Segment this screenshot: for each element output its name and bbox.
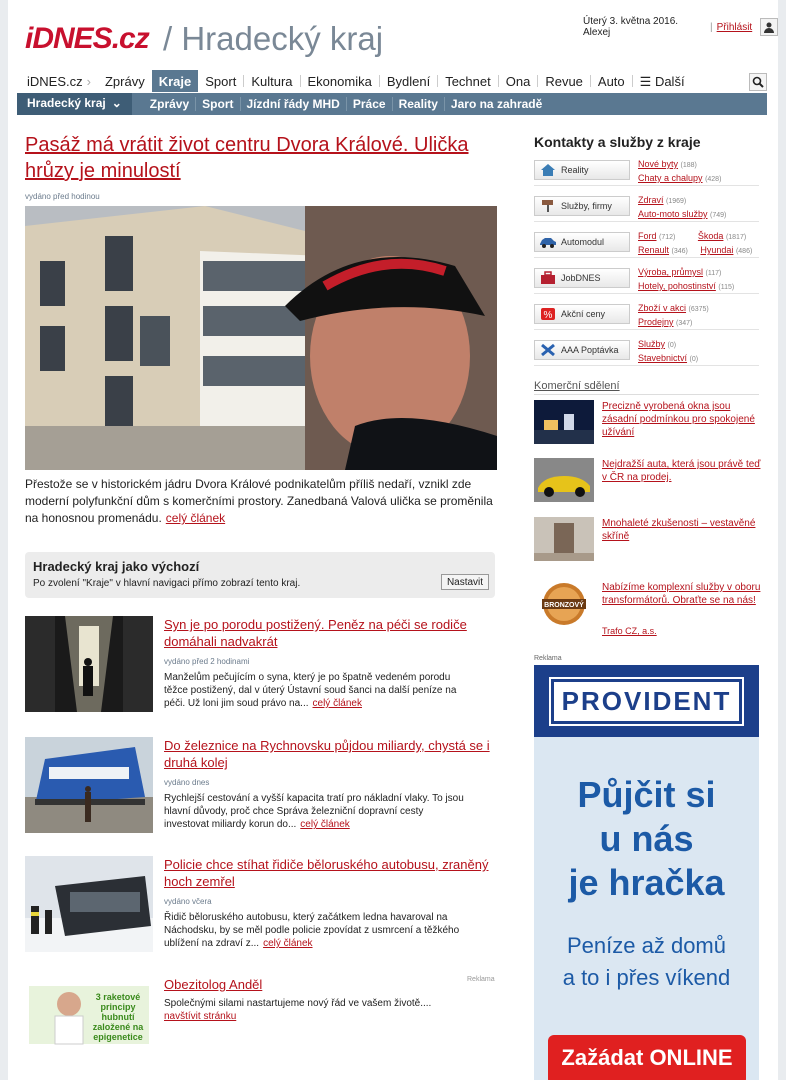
- commercial-advertiser[interactable]: Trafo CZ, a.s.: [602, 626, 657, 636]
- visit-page-link[interactable]: navštívit stránku: [164, 1011, 237, 1022]
- article-meta: vydáno včera: [164, 897, 212, 906]
- article-thumbnail[interactable]: [25, 737, 153, 833]
- search-button[interactable]: [749, 73, 767, 91]
- service-link[interactable]: Hyundai: [700, 245, 734, 255]
- service-link[interactable]: Prodejny: [638, 317, 674, 327]
- idnes-logo[interactable]: [25, 22, 149, 56]
- lead-article-perex: [25, 476, 505, 527]
- subnav-sport[interactable]: Sport: [195, 97, 239, 111]
- lead-article-title[interactable]: Pasáž má vrátit život centru Dvora Králové. Ulička hrůzy je minulostí: [25, 134, 469, 182]
- region-title: / Hradecký kraj: [163, 20, 384, 57]
- article-text: Řidič běloruského autobusu, který začátkem ledna havaroval na Náchodsku, by se měl podle policie zpovídat z usmrcení a těžkého ublížení na zdraví z...: [164, 912, 460, 949]
- service-label: Akční ceny: [561, 309, 606, 319]
- article-thumbnail[interactable]: [25, 616, 153, 712]
- service-count: (346): [671, 248, 688, 255]
- article-perex: [164, 911, 464, 950]
- service-link[interactable]: Škoda: [697, 231, 724, 241]
- service-count: (0): [667, 342, 677, 349]
- default-region-title: Hradecký kraj jako výchozí: [33, 559, 200, 574]
- commercial-link[interactable]: Nabízíme komplexní služby v oboru transformátorů. Obraťte se na nás!: [602, 582, 761, 606]
- logo-suffix: .cz: [111, 22, 149, 55]
- service-count: (188): [680, 162, 697, 169]
- read-more-link[interactable]: celý článek: [263, 938, 313, 949]
- article-thumbnail[interactable]: [25, 856, 153, 952]
- user-bar: [583, 16, 778, 38]
- service-label: Reality: [561, 165, 589, 175]
- service-links: [638, 158, 721, 186]
- service-count: (6375): [688, 306, 709, 313]
- service-link[interactable]: Stavebnictví: [638, 353, 688, 363]
- services-title: Kontakty a služby z kraje: [534, 134, 701, 150]
- nav-item-bydleni[interactable]: Bydlení: [386, 74, 431, 89]
- region-dropdown[interactable]: Hradecký kraj ⌄: [17, 93, 132, 115]
- sponsored-article: [25, 976, 505, 1056]
- service-link[interactable]: Služby: [638, 339, 666, 349]
- commercial-title[interactable]: Komerční sdělení: [534, 380, 620, 392]
- commercial-item: [534, 517, 764, 565]
- subnav-zpravy[interactable]: Zprávy: [149, 97, 190, 111]
- lead-article-text: Přestože se v historickém jádru Dvora Králové podnikatelům příliš nedaří, vznikl zde moderní polyfunkční dům s komerčními prostory. Zanedbaná Valová ulička se proměnila na honosnou promenádu.: [25, 477, 493, 525]
- top-bronze-badge[interactable]: [534, 581, 594, 627]
- article-title[interactable]: Do železnice na Rychnovsku půjdou miliardy, chystá se i druhá kolej: [164, 738, 490, 770]
- commercial-item: [534, 400, 764, 448]
- service-count: (115): [718, 284, 735, 291]
- service-label: Automodul: [561, 237, 605, 247]
- nav-item-kultura[interactable]: Kultura: [251, 74, 293, 89]
- default-region-desc: Po zvolení "Kraje" v hlavní navigaci přímo zobrazí tento kraj.: [33, 578, 301, 589]
- article-title[interactable]: Policie chce stíhat řidiče běloruského autobusu, zraněný hoch zemřel: [164, 857, 489, 889]
- service-count: (347): [676, 320, 693, 327]
- nav-item-idnes[interactable]: iDNES.cz ›: [27, 74, 91, 89]
- chevron-down-icon: ⌄: [111, 96, 122, 110]
- commercial-thumbnail[interactable]: [534, 458, 594, 502]
- service-count: (1969): [666, 198, 687, 205]
- service-button[interactable]: [534, 340, 630, 360]
- chevron-right-icon: ›: [86, 74, 91, 89]
- service-row-jobdnes: [534, 264, 759, 294]
- tools-icon: [535, 341, 561, 359]
- nav-item-revue[interactable]: Revue: [545, 74, 583, 89]
- page: [8, 0, 778, 1080]
- article-title[interactable]: Syn je po porodu postižený. Peněz na péči se rodiče domáhali nadvakrát: [164, 617, 467, 649]
- nav-item-technet[interactable]: Technet: [445, 74, 491, 89]
- service-link[interactable]: Zdraví: [638, 195, 664, 205]
- service-label: Služby, firmy: [561, 201, 612, 211]
- service-button[interactable]: [534, 268, 630, 288]
- service-links: [638, 338, 698, 366]
- service-link[interactable]: Auto-moto služby: [638, 209, 708, 219]
- ad-headline-line: je hračka: [568, 862, 725, 903]
- commercial-thumbnail[interactable]: [534, 517, 594, 561]
- commercial-item: [534, 581, 764, 641]
- service-links: [638, 302, 709, 330]
- nav-item-ona[interactable]: Ona: [505, 74, 531, 89]
- article-thumbnail[interactable]: [25, 978, 153, 1048]
- svg-text:%: %: [543, 310, 553, 321]
- service-link[interactable]: Chaty a chalupy: [638, 173, 703, 183]
- service-row-sluzby: [534, 192, 759, 222]
- region-subnav: [17, 93, 767, 115]
- nav-item-zpravy[interactable]: Zprávy: [104, 74, 145, 89]
- article-perex: [164, 671, 464, 710]
- ad-subline: Peníze až domů: [567, 933, 726, 958]
- service-link[interactable]: Zboží v akci: [638, 303, 687, 313]
- service-button[interactable]: [534, 232, 630, 252]
- default-region-box: [25, 552, 495, 598]
- car-icon: [535, 233, 561, 251]
- service-count: (428): [705, 176, 722, 183]
- read-more-link[interactable]: celý článek: [312, 698, 362, 709]
- login-link[interactable]: Přihlásit: [716, 21, 753, 33]
- apply-online-button[interactable]: Zažádat ONLINE: [548, 1035, 746, 1080]
- service-link[interactable]: Nové byty: [638, 159, 679, 169]
- read-more-link[interactable]: celý článek: [300, 819, 350, 830]
- article-item: [25, 856, 505, 956]
- commercial-item: [534, 458, 764, 506]
- svg-text:BRONZOVÝ: BRONZOVÝ: [544, 602, 584, 609]
- user-icon[interactable]: [760, 18, 778, 36]
- date-user: Úterý 3. května 2016. Alexej: [583, 16, 679, 38]
- commercial-link[interactable]: Nejdražší auta, která jsou právě teď v ČR na prodej.: [602, 459, 761, 483]
- separator: |: [710, 21, 713, 33]
- house-icon: [535, 161, 561, 179]
- subnav-prace[interactable]: Práce: [346, 97, 392, 111]
- article-item: [25, 616, 505, 716]
- service-button[interactable]: [534, 196, 630, 216]
- service-label: JobDNES: [561, 273, 601, 283]
- article-meta: vydáno dnes: [164, 778, 210, 787]
- percent-tag-icon: [535, 305, 561, 323]
- service-count: (117): [705, 270, 722, 277]
- sponsored-tag: Reklama: [467, 976, 495, 983]
- ad-header: [534, 665, 759, 737]
- article-perex: [164, 997, 484, 1023]
- nav-item-ekonomika[interactable]: Ekonomika: [307, 74, 372, 89]
- article-item: [25, 737, 505, 837]
- article-meta: vydáno před 2 hodinami: [164, 657, 250, 666]
- service-row-automodul: [534, 228, 759, 258]
- provident-ad-banner[interactable]: [534, 665, 759, 1080]
- hamburger-icon: ☰: [639, 74, 655, 89]
- nav-item-dalsi[interactable]: ☰ Další: [639, 74, 685, 89]
- service-links: [638, 266, 734, 294]
- article-text: Společnými silami nastartujeme nový řád ve vašem životě....: [164, 998, 432, 1009]
- service-link[interactable]: Renault: [638, 245, 670, 255]
- provident-logo: PROVIDENT: [551, 679, 743, 724]
- subnav-jizdni-rady[interactable]: Jízdní řády MHD: [240, 97, 346, 111]
- divider: [534, 394, 759, 395]
- search-icon: [752, 76, 764, 88]
- service-label: AAA Poptávka: [561, 345, 619, 355]
- service-count: (712): [659, 234, 676, 241]
- briefcase-icon: [535, 269, 561, 287]
- service-row-reality: [534, 156, 759, 186]
- article-perex: [164, 792, 464, 831]
- service-count: (1817): [725, 234, 747, 241]
- article-text: Manželům pečujícím o syna, který je po špatně vedeném porodu těžce postižený, dal v úterý Ústavní soud šanci na další peníze na péči. Už loni jim soud právo na...: [164, 672, 457, 709]
- service-row-poptavka: [534, 336, 759, 366]
- ad-label: Reklama: [534, 655, 562, 662]
- service-count: (486): [735, 248, 753, 255]
- service-count: (749): [710, 212, 727, 219]
- service-row-akcni-ceny: [534, 300, 759, 330]
- logo-text: iDNES: [25, 22, 112, 55]
- article-text: Rychlejší cestování a vyšší kapacita tratí pro nákladní vlaky. To jsou hlavní důvody, proč chce Správa železniční dopravní cesty investovat miliardy korun do...: [164, 793, 464, 830]
- service-button[interactable]: [534, 304, 630, 324]
- paint-roller-icon: [535, 197, 561, 215]
- service-button[interactable]: [534, 160, 630, 180]
- commercial-thumbnail[interactable]: [534, 400, 594, 444]
- service-link[interactable]: Výroba, průmysl: [638, 267, 704, 277]
- lead-article-meta: vydáno před hodinou: [25, 192, 100, 201]
- read-more-link[interactable]: celý článek: [165, 511, 226, 525]
- subnav-jaro[interactable]: Jaro na zahradě: [444, 97, 548, 111]
- article-title[interactable]: Obezitolog Anděl: [164, 977, 263, 992]
- set-default-button[interactable]: Nastavit: [441, 574, 489, 590]
- service-link[interactable]: Ford: [638, 231, 657, 241]
- ad-headline-line: u nás: [599, 818, 694, 859]
- nav-item-sport[interactable]: Sport: [205, 74, 237, 89]
- service-links: [638, 230, 752, 258]
- lead-article-photo[interactable]: [25, 206, 497, 470]
- service-count: (0): [689, 356, 699, 363]
- commercial-link[interactable]: Precizně vyrobená okna jsou zásadní podmínkou pro spokojené užívání: [602, 401, 755, 438]
- service-link[interactable]: Hotely, pohostinství: [638, 281, 716, 291]
- thumbnail-caption: 3 raketové principy hubnutí založené na epigenetice: [92, 992, 144, 1042]
- service-links: [638, 194, 726, 222]
- ad-headline-line: Půjčit si: [577, 774, 716, 815]
- main-nav: [20, 70, 692, 92]
- nav-item-auto[interactable]: Auto: [597, 74, 625, 89]
- commercial-link[interactable]: Mnohaleté zkušenosti – vestavěné skříně: [602, 518, 756, 542]
- nav-item-kraje[interactable]: Kraje: [152, 70, 199, 92]
- subnav-reality[interactable]: Reality: [392, 97, 444, 111]
- ad-subline: a to i přes víkend: [562, 965, 731, 990]
